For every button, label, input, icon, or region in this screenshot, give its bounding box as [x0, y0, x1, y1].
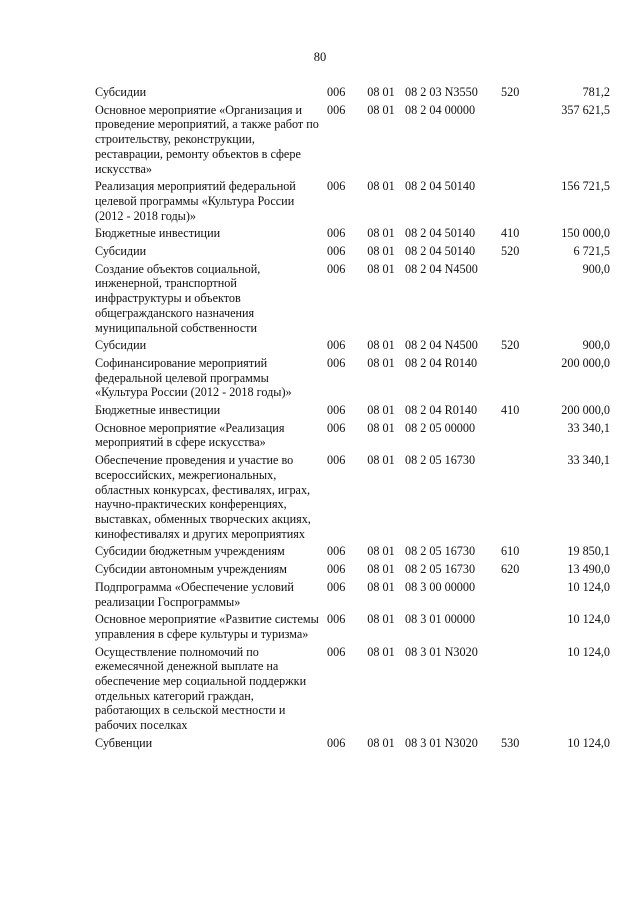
- row-department-code: 006: [327, 85, 346, 99]
- row-target-article-code: 08 2 05 16730: [405, 544, 476, 559]
- row-expense-type-code: [501, 612, 533, 644]
- row-amount: 200 000,0: [561, 355, 610, 370]
- table-row: [95, 338, 610, 356]
- table-row: [95, 736, 610, 754]
- table-row: [95, 544, 610, 562]
- row-amount: 6 721,5: [573, 244, 610, 259]
- row-department-code: 006: [327, 644, 346, 659]
- row-amount: 781,2: [582, 85, 610, 99]
- row-department-code: 006: [327, 562, 346, 577]
- table-row: [95, 403, 610, 421]
- row-amount: 150 000,0: [561, 226, 610, 241]
- table-row: [95, 356, 610, 403]
- table-row: [95, 562, 610, 580]
- row-name: Субвенции: [95, 735, 153, 750]
- row-expense-type-code: [501, 356, 533, 403]
- row-name: Софинансирование мероприятий федеральной целевой программы «Культура России (2012 - 2018 годы)»: [95, 355, 292, 400]
- row-expense-type-code: [501, 645, 533, 736]
- page-number: 80: [313, 50, 327, 64]
- row-expense-type-code: 520: [501, 338, 520, 353]
- table-row: [95, 645, 610, 736]
- row-expense-type-code: [501, 262, 533, 339]
- row-amount: 357 621,5: [561, 102, 610, 117]
- table-row: [95, 580, 610, 612]
- row-section-code: 08 01: [367, 102, 395, 117]
- row-name: Подпрограмма «Обеспечение условий реализации Госпрограммы»: [95, 579, 294, 609]
- row-name: Осуществление полномочий по ежемесячной денежной выплате на обеспечение мер социальной поддержки отдельных категорий граждан, работающих в сельской местности и рабочих поселках: [95, 644, 307, 733]
- row-department-code: 006: [327, 544, 346, 559]
- table-row: [95, 226, 610, 244]
- row-department-code: 006: [327, 735, 346, 750]
- row-name: Основное мероприятие «Организация и проведение мероприятий, а также работ по строительству, реконструкции, реставрации, ремонту объектов в сфере искусства»: [95, 102, 319, 176]
- row-target-article-code: 08 2 04 50140: [405, 244, 476, 259]
- row-name: Основное мероприятие «Реализация мероприятий в сфере искусства»: [95, 420, 285, 450]
- row-name: Субсидии бюджетным учреждениям: [95, 544, 285, 559]
- row-department-code: 006: [327, 261, 346, 276]
- row-target-article-code: 08 2 04 N4500: [405, 338, 478, 353]
- row-department-code: 006: [327, 612, 346, 627]
- row-expense-type-code: [501, 103, 533, 180]
- budget-table-body: [95, 85, 610, 754]
- table-row: [95, 453, 610, 544]
- row-name: Субсидии: [95, 338, 147, 353]
- row-name: Бюджетные инвестиции: [95, 226, 221, 241]
- row-section-code: 08 01: [367, 403, 395, 418]
- row-name: Бюджетные инвестиции: [95, 403, 221, 418]
- row-department-code: 006: [327, 355, 346, 370]
- row-department-code: 006: [327, 102, 346, 117]
- table-row: [95, 421, 610, 453]
- row-target-article-code: 08 2 04 N4500: [405, 261, 478, 276]
- row-section-code: 08 01: [367, 420, 395, 435]
- row-department-code: 006: [327, 244, 346, 259]
- row-expense-type-code: 410: [501, 226, 520, 241]
- row-expense-type-code: 530: [501, 735, 520, 750]
- row-expense-type-code: 620: [501, 562, 520, 577]
- row-amount: 33 340,1: [567, 420, 610, 435]
- row-amount: 19 850,1: [567, 544, 610, 559]
- row-amount: 156 721,5: [561, 179, 610, 194]
- row-section-code: 08 01: [367, 562, 395, 577]
- row-section-code: 08 01: [367, 85, 395, 99]
- row-expense-type-code: 410: [501, 403, 520, 418]
- row-department-code: 006: [327, 579, 346, 594]
- row-section-code: 08 01: [367, 261, 395, 276]
- row-target-article-code: 08 2 04 50140: [405, 179, 476, 194]
- row-department-code: 006: [327, 453, 346, 468]
- row-amount: 200 000,0: [561, 403, 610, 418]
- row-amount: 13 490,0: [567, 562, 610, 577]
- row-target-article-code: 08 2 04 R0140: [405, 355, 478, 370]
- row-amount: 10 124,0: [567, 735, 610, 750]
- row-name: Реализация мероприятий федеральной целевой программы «Культура России (2012 - 2018 годы)»: [95, 179, 296, 223]
- row-amount: 10 124,0: [567, 612, 610, 627]
- row-name: Создание объектов социальной, инженерной, транспортной инфраструктуры и объектов общегражданского назначения муниципальной собственности: [95, 261, 261, 335]
- table-row: [95, 262, 610, 339]
- table-row: [95, 244, 610, 262]
- row-target-article-code: 08 2 03 N3550: [405, 85, 478, 99]
- row-section-code: 08 01: [367, 612, 395, 627]
- row-amount: 900,0: [582, 261, 610, 276]
- row-department-code: 006: [327, 179, 346, 194]
- table-row: [95, 85, 610, 103]
- row-expense-type-code: [501, 421, 533, 453]
- row-department-code: 006: [327, 403, 346, 418]
- budget-table: [95, 85, 610, 754]
- row-section-code: 08 01: [367, 226, 395, 241]
- row-target-article-code: 08 2 04 R0140: [405, 403, 478, 418]
- row-target-article-code: 08 3 01 00000: [405, 612, 476, 627]
- row-amount: 33 340,1: [567, 453, 610, 468]
- row-target-article-code: 08 2 04 00000: [405, 102, 476, 117]
- row-section-code: 08 01: [367, 735, 395, 750]
- row-department-code: 006: [327, 338, 346, 353]
- row-expense-type-code: 520: [501, 244, 520, 259]
- row-amount: 10 124,0: [567, 579, 610, 594]
- row-expense-type-code: [501, 179, 533, 226]
- row-section-code: 08 01: [367, 544, 395, 559]
- row-amount: 10 124,0: [567, 644, 610, 659]
- row-section-code: 08 01: [367, 179, 395, 194]
- row-name: Субсидии автономным учреждениям: [95, 562, 287, 577]
- row-target-article-code: 08 2 04 50140: [405, 226, 476, 241]
- row-expense-type-code: 520: [501, 85, 520, 99]
- row-expense-type-code: [501, 580, 533, 612]
- row-target-article-code: 08 3 00 00000: [405, 579, 476, 594]
- table-row: [95, 179, 610, 226]
- row-section-code: 08 01: [367, 644, 395, 659]
- row-section-code: 08 01: [367, 338, 395, 353]
- row-amount: 900,0: [582, 338, 610, 353]
- row-section-code: 08 01: [367, 579, 395, 594]
- row-section-code: 08 01: [367, 244, 395, 259]
- row-name: Субсидии: [95, 244, 147, 259]
- row-section-code: 08 01: [367, 453, 395, 468]
- row-expense-type-code: 610: [501, 544, 520, 559]
- row-target-article-code: 08 3 01 N3020: [405, 735, 478, 750]
- row-name: Основное мероприятие «Развитие системы управления в сфере культуры и туризма»: [95, 612, 319, 641]
- table-row: [95, 612, 610, 644]
- row-section-code: 08 01: [367, 355, 395, 370]
- row-target-article-code: 08 2 05 00000: [405, 420, 476, 435]
- row-target-article-code: 08 2 05 16730: [405, 453, 476, 468]
- table-row: [95, 103, 610, 180]
- row-target-article-code: 08 3 01 N3020: [405, 644, 478, 659]
- row-name: Обеспечение проведения и участие во всероссийских, межрегиональных, областных конкурсах, фестивалях, играх, научно-практических конференциях, выставках, обменных творческих акциях, кинофестивалях и других мероприятиях: [95, 453, 311, 541]
- row-target-article-code: 08 2 05 16730: [405, 562, 476, 577]
- row-expense-type-code: [501, 453, 533, 544]
- row-department-code: 006: [327, 420, 346, 435]
- row-name: Субсидии: [95, 85, 147, 99]
- row-department-code: 006: [327, 226, 346, 241]
